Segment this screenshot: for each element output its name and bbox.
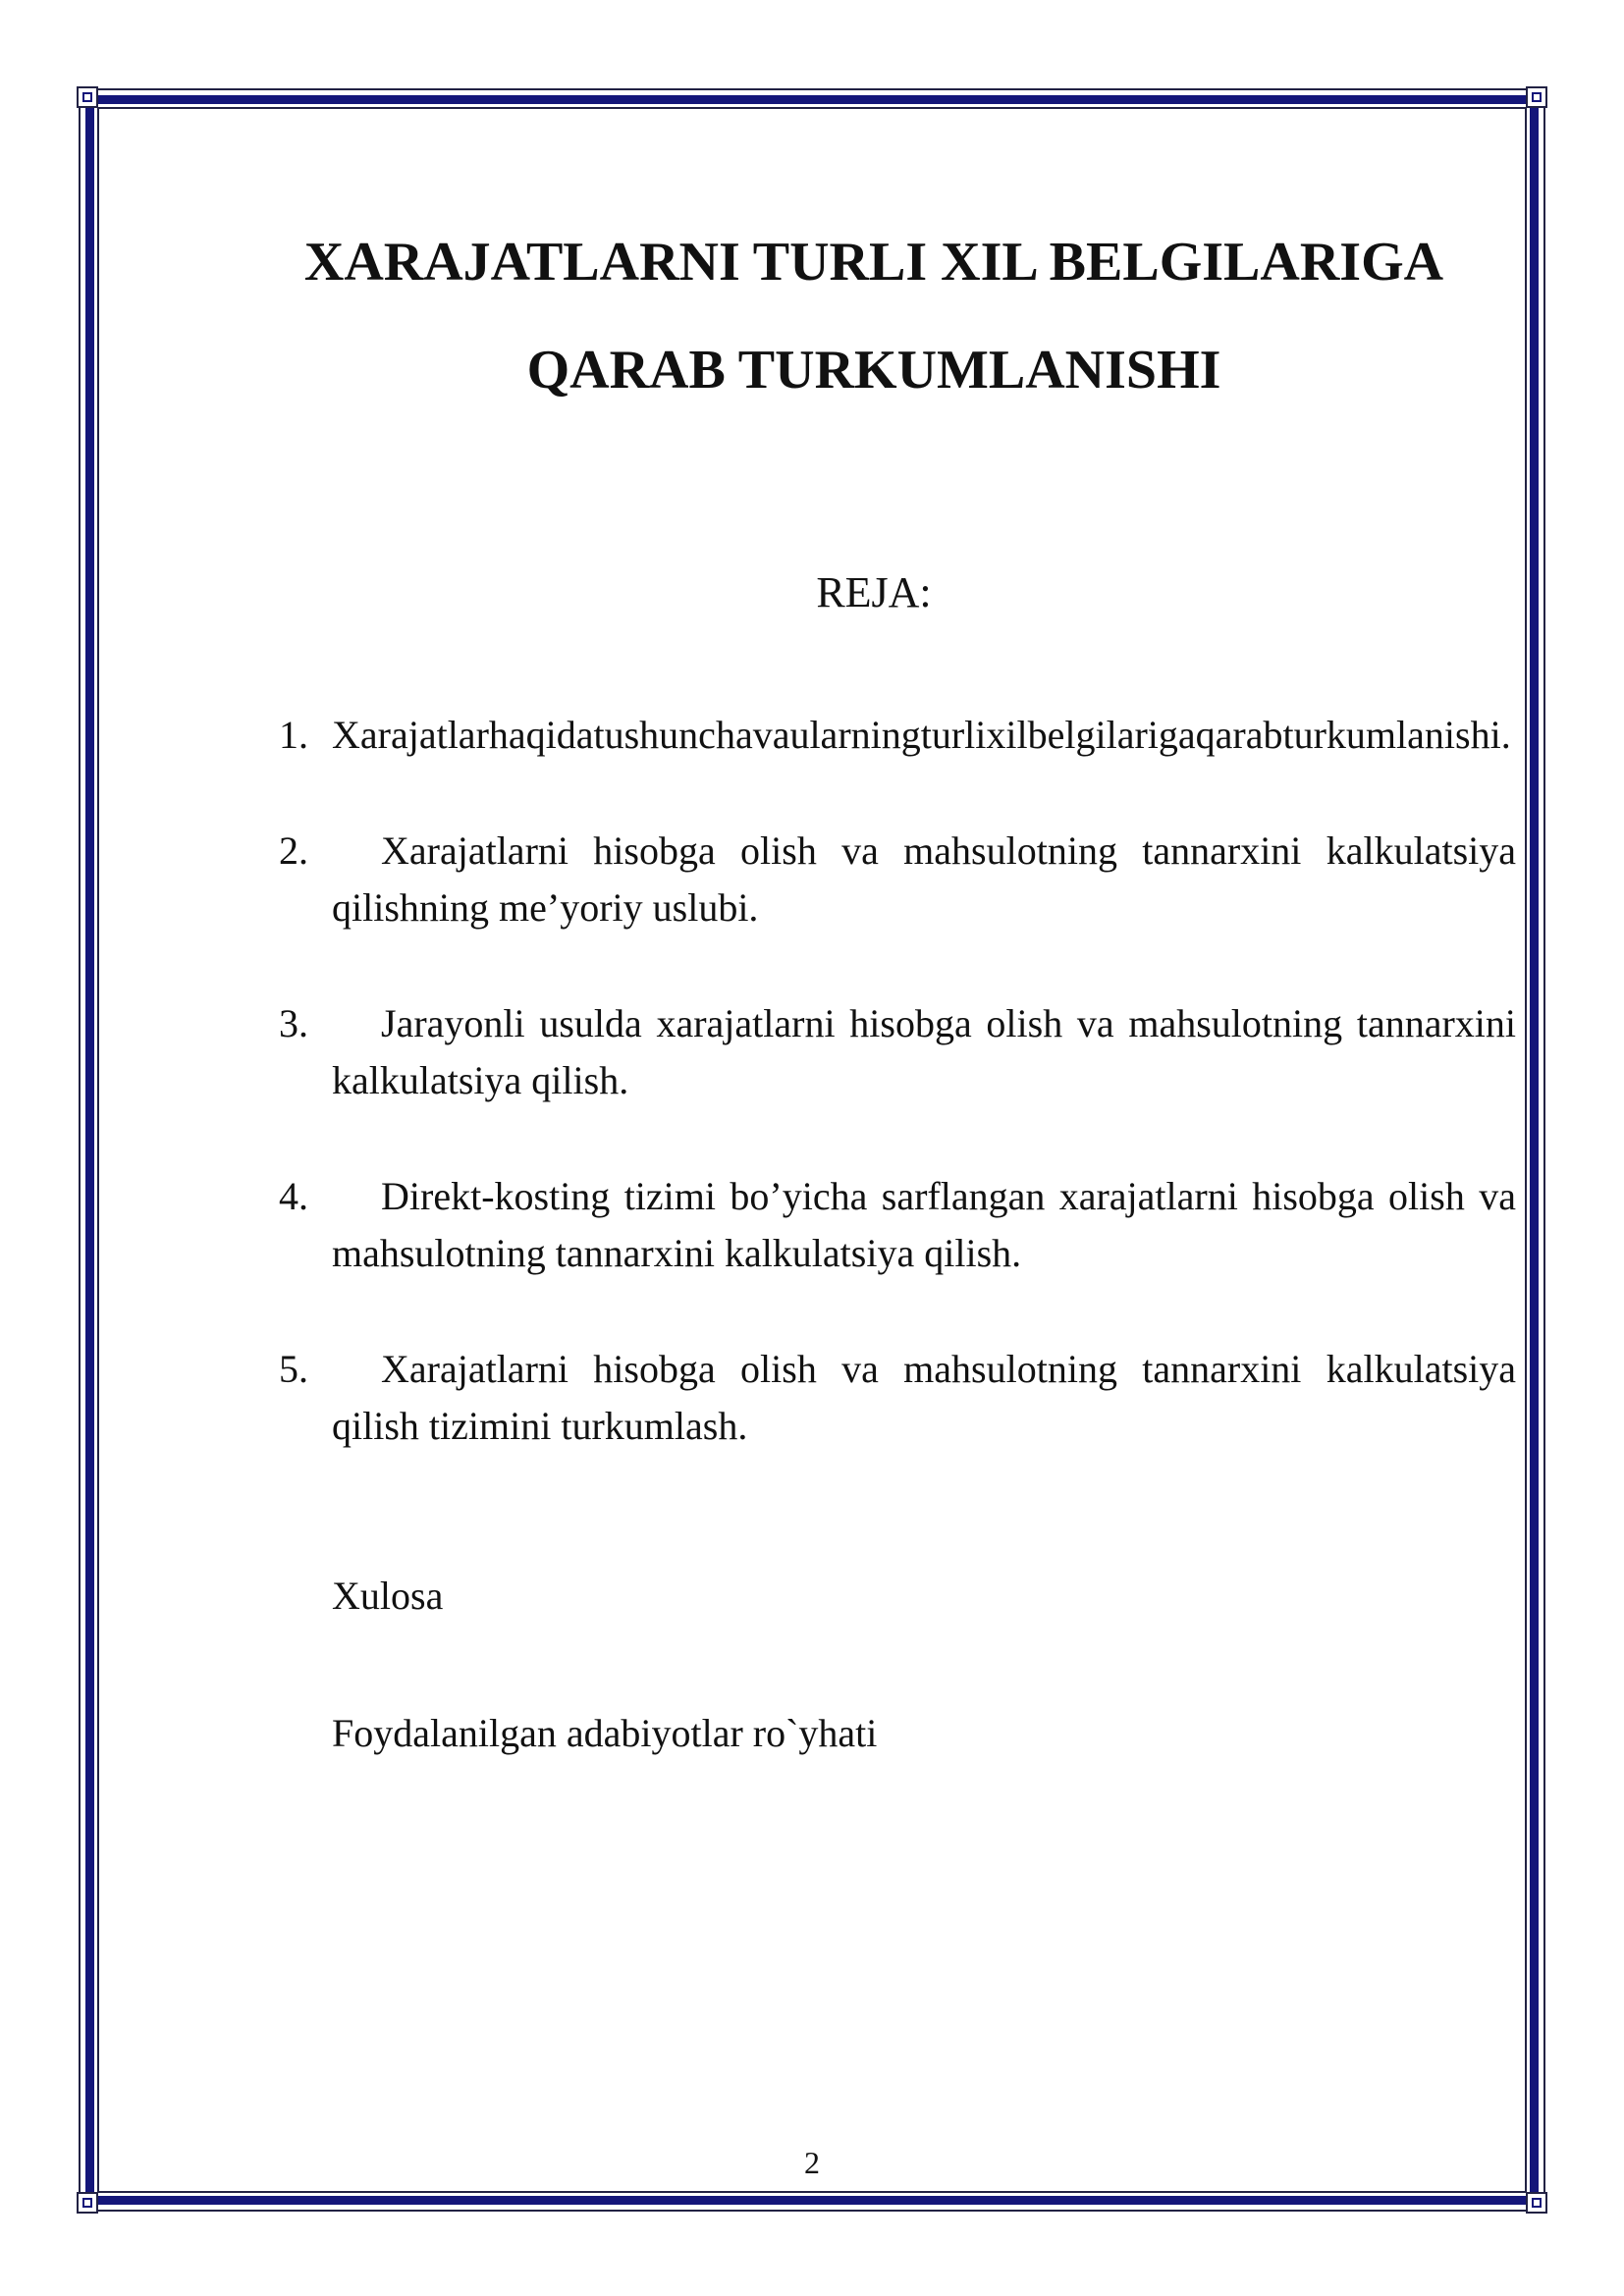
plan-item-text: Direkt-kosting tizimi bo’yicha sarflangan xarajatlarni hisobga olish va mahsulotning tannarxini kalkulatsiya qilish. <box>332 1174 1516 1275</box>
plan-item-text: Xarajatlarni hisobga olish va mahsulotning tannarxini kalkulatsiya qilishning me’yoriy uslubi. <box>332 828 1516 930</box>
plan-item <box>279 823 1516 936</box>
plan-item-text: Xarajatlarhaqidatushunchavaularningturlixilbelgilarigaqarabturkumlanishi. <box>332 713 1511 757</box>
document-title <box>196 208 1551 424</box>
plan-item <box>279 1341 1516 1455</box>
border-corner-ornament <box>1526 86 1547 108</box>
border-corner-ornament <box>77 86 98 108</box>
plan-list <box>279 707 1516 1514</box>
plan-item-text: Xarajatlarni hisobga olish va mahsulotning tannarxini kalkulatsiya qilish tizimini turkumlash. <box>332 1347 1516 1448</box>
plan-item-number: 1. <box>279 713 308 757</box>
conclusion-label: Xulosa <box>332 1574 444 1618</box>
plan-heading: REJA: <box>816 568 932 616</box>
plan-item-number: 2. <box>279 828 308 873</box>
title-line-2: QARAB TURKUMLANISHI <box>526 340 1221 400</box>
plan-item <box>279 1168 1516 1282</box>
border-corner-ornament <box>1526 2192 1547 2214</box>
title-line-1: XARAJATLARNI TURLI XIL BELGILARIGA <box>303 232 1444 293</box>
plan-item-text: Jarayonli usulda xarajatlarni hisobga olish va mahsulotning tannarxini kalkulatsiya qilish. <box>332 1001 1516 1102</box>
plan-item-number: 3. <box>279 1001 308 1045</box>
plan-item-number: 5. <box>279 1347 308 1391</box>
plan-item <box>279 995 1516 1109</box>
plan-item <box>279 707 1516 764</box>
page-number: 2 <box>804 2145 820 2180</box>
plan-item-number: 4. <box>279 1174 308 1218</box>
references-label: Foydalanilgan adabiyotlar ro`yhati <box>332 1711 878 1755</box>
border-corner-ornament <box>77 2192 98 2214</box>
